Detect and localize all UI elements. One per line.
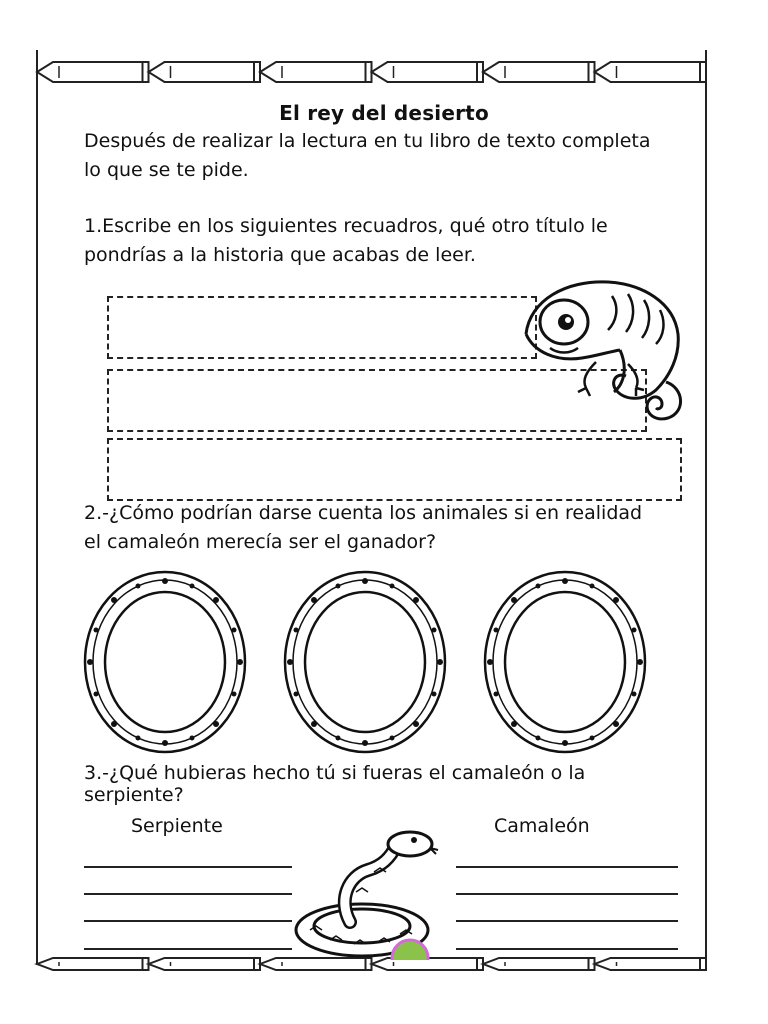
snake-illustration [290,830,440,960]
pencil-ornament [149,958,261,970]
write-line-right-2[interactable] [456,893,678,895]
title-answer-box-1[interactable] [107,296,537,359]
pencil-ornament [595,62,707,82]
pencil-ornament [372,62,484,82]
write-line-left-2[interactable] [84,893,292,895]
pencil-ornament [37,958,149,970]
oval-frame-1[interactable] [85,572,245,752]
question-3-line-2: serpiente? [84,784,184,806]
write-line-left-4[interactable] [84,948,292,950]
write-line-left-1[interactable] [84,866,292,868]
title-answer-box-3[interactable] [107,438,682,501]
question-2-line-1: 2.-¿Cómo podrían darse cuenta los animales si en realidad [84,502,643,524]
question-3-line-1: 3.-¿Qué hubieras hecho tú si fueras el camaleón o la [84,762,586,784]
oval-frame-2[interactable] [285,572,445,752]
chameleon-illustration [516,272,691,432]
oval-frame-3[interactable] [485,572,645,752]
pencil-ornament [260,62,372,82]
oval-frames-group [80,568,680,758]
write-line-right-4[interactable] [456,948,678,950]
column-label-camaleon: Camaleón [494,815,590,837]
page-title: El rey del desierto [279,101,489,125]
pencil-ornament [483,62,595,82]
intro-line-2: lo que se te pide. [84,159,249,181]
pencil-ornament [149,62,261,82]
question-1-line-1: 1.Escribe en los siguientes recuadros, qué otro título le [84,215,608,237]
question-1-line-2: pondrías a la historia que acabas de leer. [84,244,476,266]
question-2-line-2: el camaleón merecía ser el ganador? [84,531,437,553]
top-pencil-row [37,62,706,82]
pencil-ornament [595,958,707,970]
write-line-right-1[interactable] [456,866,678,868]
write-line-right-3[interactable] [456,920,678,922]
column-label-serpiente: Serpiente [131,815,223,837]
intro-line-1: Después de realizar la lectura en tu libro de texto completa [84,130,651,152]
pencil-ornament [37,62,149,82]
pencil-ornament [483,958,595,970]
write-line-left-3[interactable] [84,920,292,922]
